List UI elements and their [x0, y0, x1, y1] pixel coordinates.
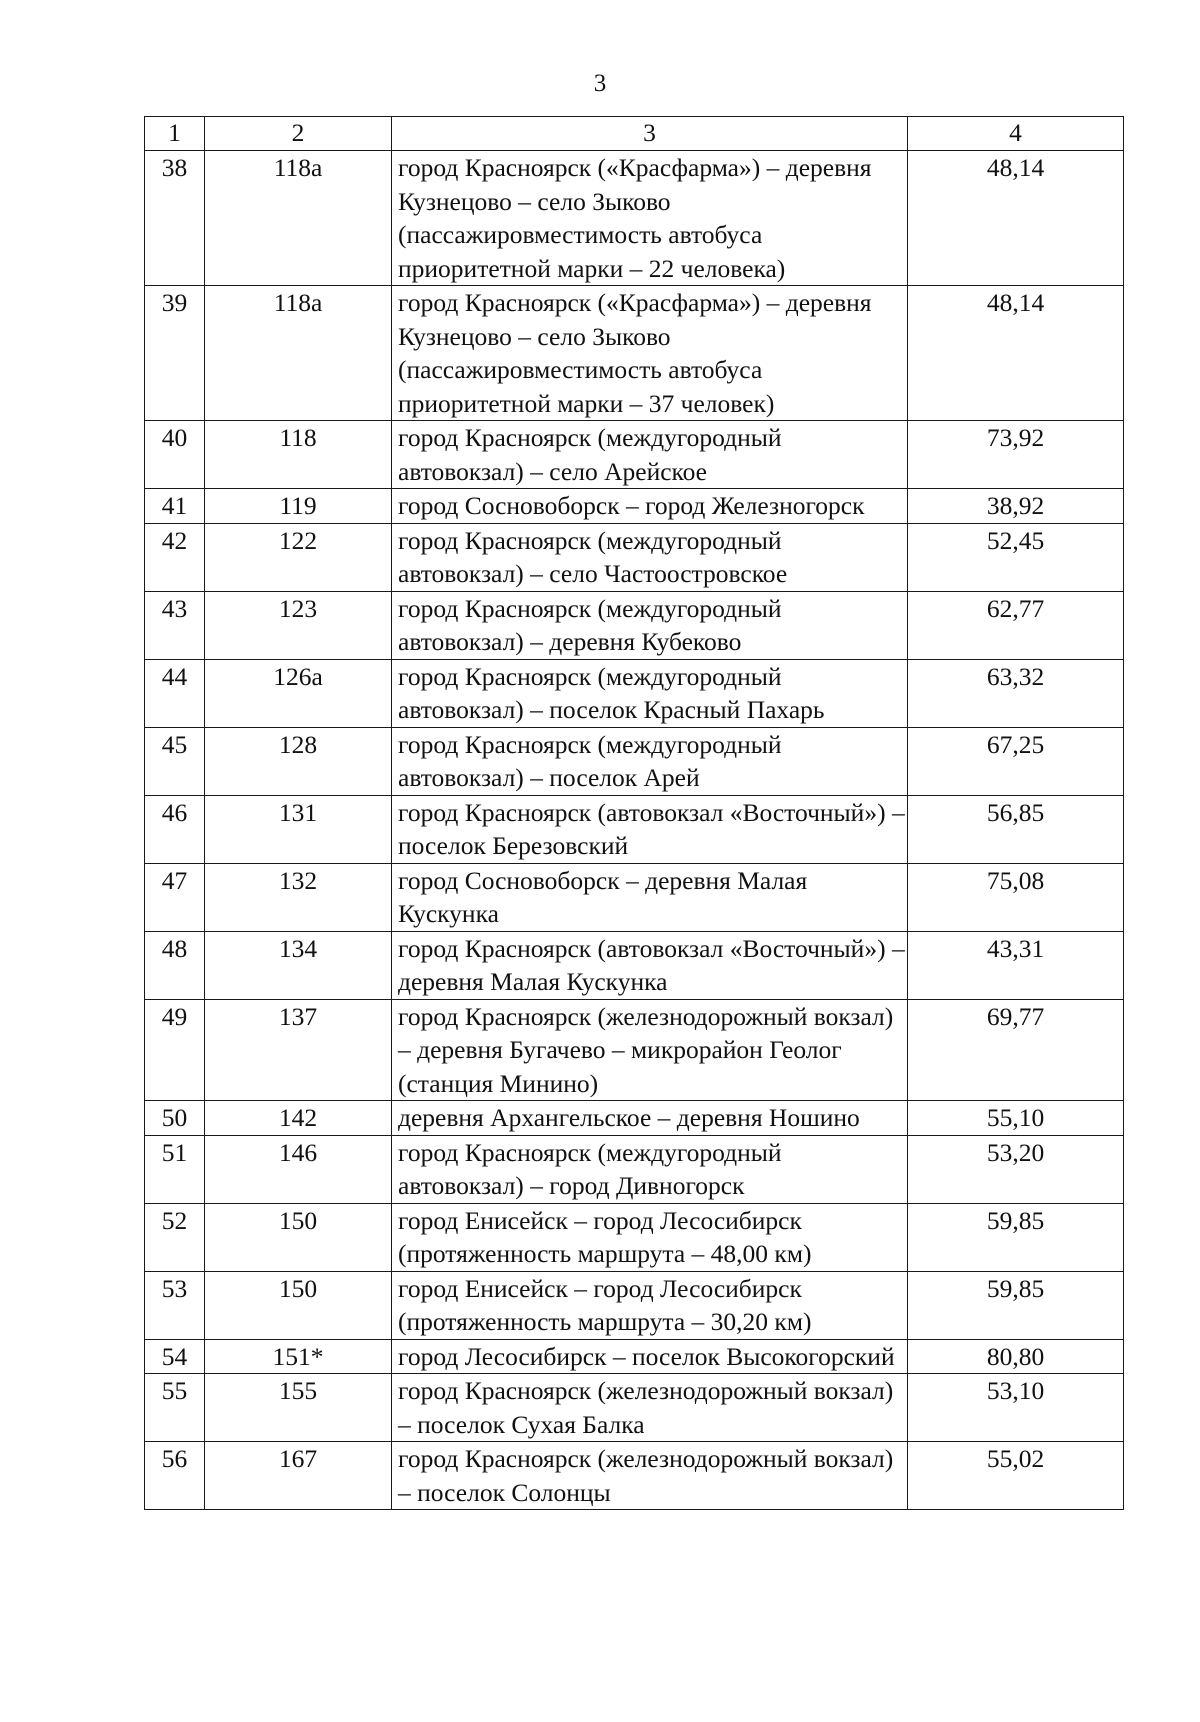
- route-number-cell: 131: [205, 795, 392, 863]
- route-number-cell: 150: [205, 1203, 392, 1271]
- route-number-cell: 132: [205, 863, 392, 931]
- row-number-cell: 49: [145, 999, 205, 1101]
- route-number-cell: 118а: [205, 286, 392, 421]
- row-number-cell: 43: [145, 591, 205, 659]
- row-number-cell: 44: [145, 659, 205, 727]
- fare-cell: 75,08: [908, 863, 1124, 931]
- route-name-cell: город Красноярск (междугородный автовокзал) – поселок Красный Пахарь: [392, 659, 908, 727]
- table-row: [145, 421, 1124, 489]
- table-row: [145, 1442, 1124, 1510]
- route-number-cell: 123: [205, 591, 392, 659]
- route-name-cell: город Сосновоборск – деревня Малая Кускунка: [392, 863, 908, 931]
- row-number-cell: 45: [145, 727, 205, 795]
- route-number-cell: 134: [205, 931, 392, 999]
- table-row: [145, 931, 1124, 999]
- row-number-cell: 41: [145, 489, 205, 524]
- table-row: [145, 1374, 1124, 1442]
- fare-cell: 59,85: [908, 1203, 1124, 1271]
- route-name-cell: город Красноярск (железнодорожный вокзал) – поселок Сухая Балка: [392, 1374, 908, 1442]
- row-number-cell: 42: [145, 523, 205, 591]
- fare-cell: 63,32: [908, 659, 1124, 727]
- row-number-cell: 55: [145, 1374, 205, 1442]
- route-number-cell: 150: [205, 1271, 392, 1339]
- row-number-cell: 38: [145, 151, 205, 286]
- fare-cell: 62,77: [908, 591, 1124, 659]
- row-number-cell: 47: [145, 863, 205, 931]
- table-row: [145, 151, 1124, 286]
- route-name-cell: город Красноярск (междугородный автовокзал) – село Частоостровское: [392, 523, 908, 591]
- row-number-cell: 56: [145, 1442, 205, 1510]
- fare-cell: 48,14: [908, 286, 1124, 421]
- table-body: [145, 151, 1124, 1510]
- route-name-cell: город Енисейск – город Лесосибирск (протяженность маршрута – 30,20 км): [392, 1271, 908, 1339]
- route-name-cell: город Красноярск (железнодорожный вокзал) – деревня Бугачево – микрорайон Геолог (станция Минино): [392, 999, 908, 1101]
- table-row: [145, 523, 1124, 591]
- column-header-3: 3: [392, 117, 908, 151]
- route-number-cell: 167: [205, 1442, 392, 1510]
- table-row: [145, 1271, 1124, 1339]
- fare-cell: 53,20: [908, 1135, 1124, 1203]
- row-number-cell: 46: [145, 795, 205, 863]
- table-row: [145, 1339, 1124, 1374]
- row-number-cell: 53: [145, 1271, 205, 1339]
- fare-cell: 80,80: [908, 1339, 1124, 1374]
- row-number-cell: 48: [145, 931, 205, 999]
- row-number-cell: 40: [145, 421, 205, 489]
- route-name-cell: город Красноярск (междугородный автовокзал) – село Арейское: [392, 421, 908, 489]
- fare-cell: 53,10: [908, 1374, 1124, 1442]
- fare-cell: 59,85: [908, 1271, 1124, 1339]
- table-row: [145, 795, 1124, 863]
- route-number-cell: 118: [205, 421, 392, 489]
- route-number-cell: 155: [205, 1374, 392, 1442]
- table-row: [145, 863, 1124, 931]
- table-row: [145, 1101, 1124, 1136]
- fare-cell: 73,92: [908, 421, 1124, 489]
- fare-cell: 38,92: [908, 489, 1124, 524]
- fare-cell: 55,10: [908, 1101, 1124, 1136]
- route-number-cell: 151*: [205, 1339, 392, 1374]
- routes-table: [144, 116, 1124, 1510]
- table-row: [145, 999, 1124, 1101]
- route-name-cell: город Сосновоборск – город Железногорск: [392, 489, 908, 524]
- route-name-cell: город Красноярск (междугородный автовокзал) – город Дивногорск: [392, 1135, 908, 1203]
- route-number-cell: 119: [205, 489, 392, 524]
- fare-cell: 43,31: [908, 931, 1124, 999]
- table-row: [145, 286, 1124, 421]
- fare-cell: 52,45: [908, 523, 1124, 591]
- route-number-cell: 146: [205, 1135, 392, 1203]
- row-number-cell: 54: [145, 1339, 205, 1374]
- route-name-cell: город Красноярск («Красфарма») – деревня Кузнецово – село Зыково (пассажировместимость автобуса приоритетной марки – 37 человек): [392, 286, 908, 421]
- route-name-cell: город Лесосибирск – поселок Высокогорский: [392, 1339, 908, 1374]
- route-number-cell: 128: [205, 727, 392, 795]
- column-header-2: 2: [205, 117, 392, 151]
- route-number-cell: 137: [205, 999, 392, 1101]
- table-row: [145, 1203, 1124, 1271]
- route-name-cell: город Красноярск (автовокзал «Восточный») – деревня Малая Кускунка: [392, 931, 908, 999]
- route-name-cell: город Красноярск (междугородный автовокзал) – деревня Кубеково: [392, 591, 908, 659]
- route-number-cell: 122: [205, 523, 392, 591]
- fare-cell: 56,85: [908, 795, 1124, 863]
- table-row: [145, 659, 1124, 727]
- row-number-cell: 39: [145, 286, 205, 421]
- row-number-cell: 50: [145, 1101, 205, 1136]
- route-number-cell: 126а: [205, 659, 392, 727]
- row-number-cell: 51: [145, 1135, 205, 1203]
- column-header-4: 4: [908, 117, 1124, 151]
- route-name-cell: город Красноярск (автовокзал «Восточный») – поселок Березовский: [392, 795, 908, 863]
- fare-cell: 48,14: [908, 151, 1124, 286]
- fare-cell: 55,02: [908, 1442, 1124, 1510]
- page-number: 3: [593, 70, 607, 97]
- fare-cell: 67,25: [908, 727, 1124, 795]
- route-number-cell: 142: [205, 1101, 392, 1136]
- table-row: [145, 727, 1124, 795]
- row-number-cell: 52: [145, 1203, 205, 1271]
- route-name-cell: город Красноярск (междугородный автовокзал) – поселок Арей: [392, 727, 908, 795]
- route-name-cell: деревня Архангельское – деревня Ношино: [392, 1101, 908, 1136]
- table-row: [145, 1135, 1124, 1203]
- column-header-1: 1: [145, 117, 205, 151]
- fare-cell: 69,77: [908, 999, 1124, 1101]
- table-header-row: [145, 117, 1124, 151]
- route-name-cell: город Красноярск («Красфарма») – деревня Кузнецово – село Зыково (пассажировместимость автобуса приоритетной марки – 22 человека): [392, 151, 908, 286]
- route-name-cell: город Красноярск (железнодорожный вокзал) – поселок Солонцы: [392, 1442, 908, 1510]
- route-number-cell: 118а: [205, 151, 392, 286]
- route-name-cell: город Енисейск – город Лесосибирск (протяженность маршрута – 48,00 км): [392, 1203, 908, 1271]
- table-row: [145, 591, 1124, 659]
- table-row: [145, 489, 1124, 524]
